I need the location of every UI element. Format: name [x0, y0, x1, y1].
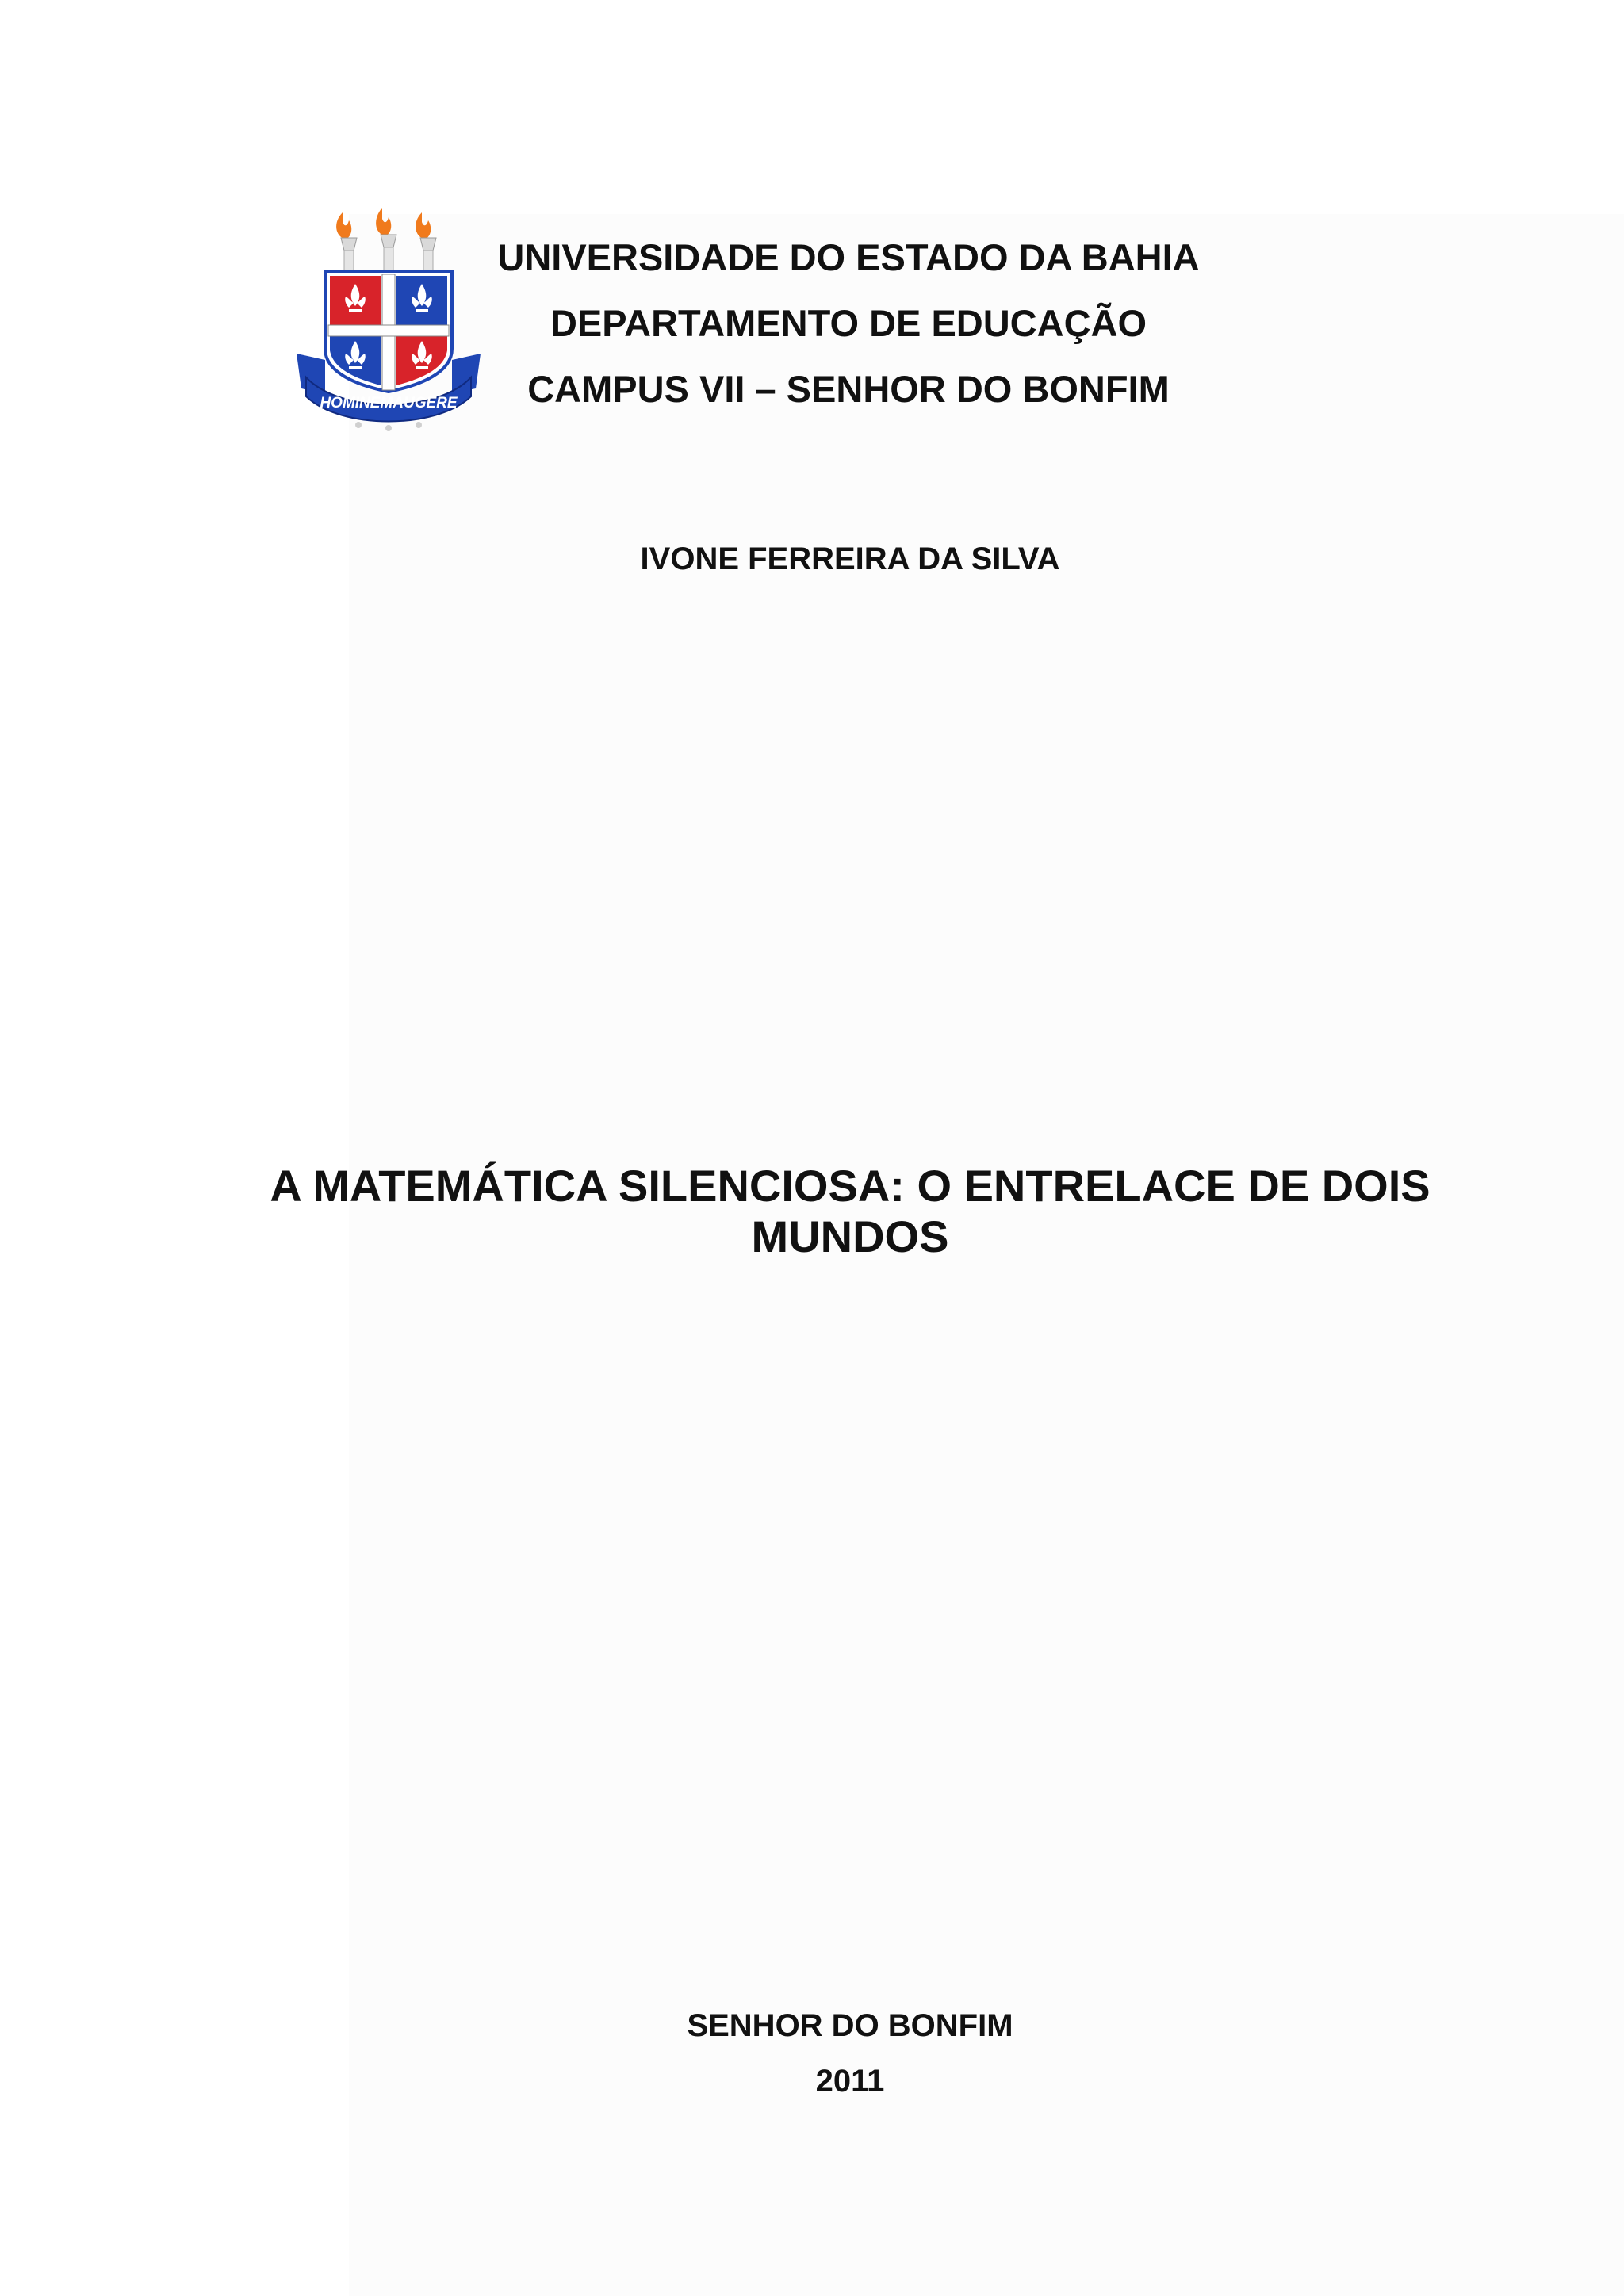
pendant-ornaments — [355, 422, 422, 431]
department-name: DEPARTAMENTO DE EDUCAÇÃO — [550, 302, 1147, 344]
institution-header — [444, 224, 1253, 422]
publication-year: 2011 — [815, 2064, 885, 2099]
author-block — [0, 539, 1624, 579]
torch-icon — [416, 212, 436, 274]
cover-footer — [0, 1998, 1624, 2109]
document-title — [238, 1161, 1462, 1262]
city-name: SENHOR DO BONFIM — [687, 2008, 1013, 2043]
title-line-1: A MATEMÁTICA SILENCIOSA: O ENTRELACE DE DOIS — [270, 1161, 1431, 1211]
university-name: UNIVERSIDADE DO ESTADO DA BAHIA — [497, 236, 1200, 278]
torch-icon — [376, 208, 396, 274]
title-line-2: MUNDOS — [751, 1211, 949, 1261]
campus-name: CAMPUS VII – SENHOR DO BONFIM — [527, 368, 1170, 410]
motto-text: HOMINEMAUGERE — [320, 395, 458, 411]
shield-icon — [325, 271, 452, 392]
author-name: IVONE FERREIRA DA SILVA — [640, 541, 1060, 576]
torch-icon — [336, 212, 357, 274]
